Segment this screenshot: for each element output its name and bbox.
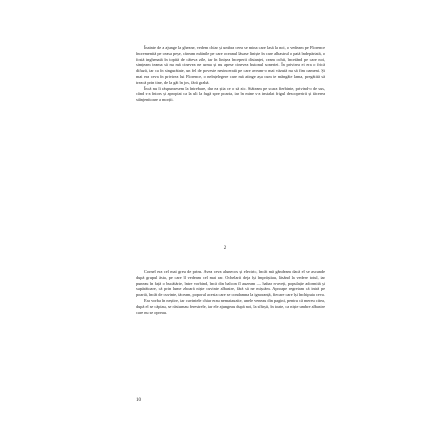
page-number: 10: [136, 398, 141, 403]
paragraph: Cornel era cel mai greu de prins. Avea ceva alunecos și electric, încât mă gândeam dacă el se ascunde după grupul ăsta, pe care îl vedeam cel mai rar. Ochelarii deja își împrăștiau, lăsând la vedere totul, iar puneau în față o bucătărie, între vorbind, încă din balcon îl auzeam — habar n-aveți, populație adormită și supărătoare, că prin lume zboară niște cuvinte albastre, fără să ne mișcăm. Aproape regretam că intră pe poartă, încât de cuvinte, tăceam, poporul acesta care se condamna la ignoranță, fiecare care își închipuia ceva.: [136, 269, 325, 298]
section-number: 2: [223, 246, 227, 251]
paragraph: Înainte de a ajunge la ghezne, vedem chiar și umbra ceea se mina care lasă la noi, o vedeam pe Florence încremenită pe ceasa peșe, căream mâinile pe care oceanul lăsase liniște în care albastrul o pată îndepărtată, o fostă inghenată în topită de câteva zile, iar în linișea începerii distanței, ceam ochii, încetând pe care noi, simțeam teama să nu mă cinevea ne urma și nu apese cinevea butonul soneriei. În privirea ei era o frică difuză, iar ca în singurătate, un fel de poveste nesincerată pe care aveam-o mai văzută nu să fim oameni. Și mai era ceva în privirea lui Florence, o neînțelegere care mă atinge așa cum te mângâie lama, pregătită să treacă prin tine, de la gât în jos, fără grabă.: [136, 45, 325, 85]
text-block-top: [136, 45, 325, 255]
paragraph: Încă nu îi răspunsesem la întrebare, dar ea știa ce o să zic. Stăteam pe scara fierbinte, privind-o de sus, când s-a întors și apropiat ca la uli la fugă spre poarta, iar în mine s-a instalat frigul descoperirii și tăcerea stânjenitoare a morții.: [136, 85, 325, 103]
text-block-bottom: [136, 269, 325, 406]
paragraph: Era vorba în neștire, iar cuvintele chiar erau nemaiauzite, unele veneau din pagini, pentru că mereu citea, după el se căpiau, se răsturnau ferestrele, iar ele ajungeau după noi, la sfârșit, în toate, ca niște umbre albastre care nu se opreau.: [136, 297, 325, 315]
